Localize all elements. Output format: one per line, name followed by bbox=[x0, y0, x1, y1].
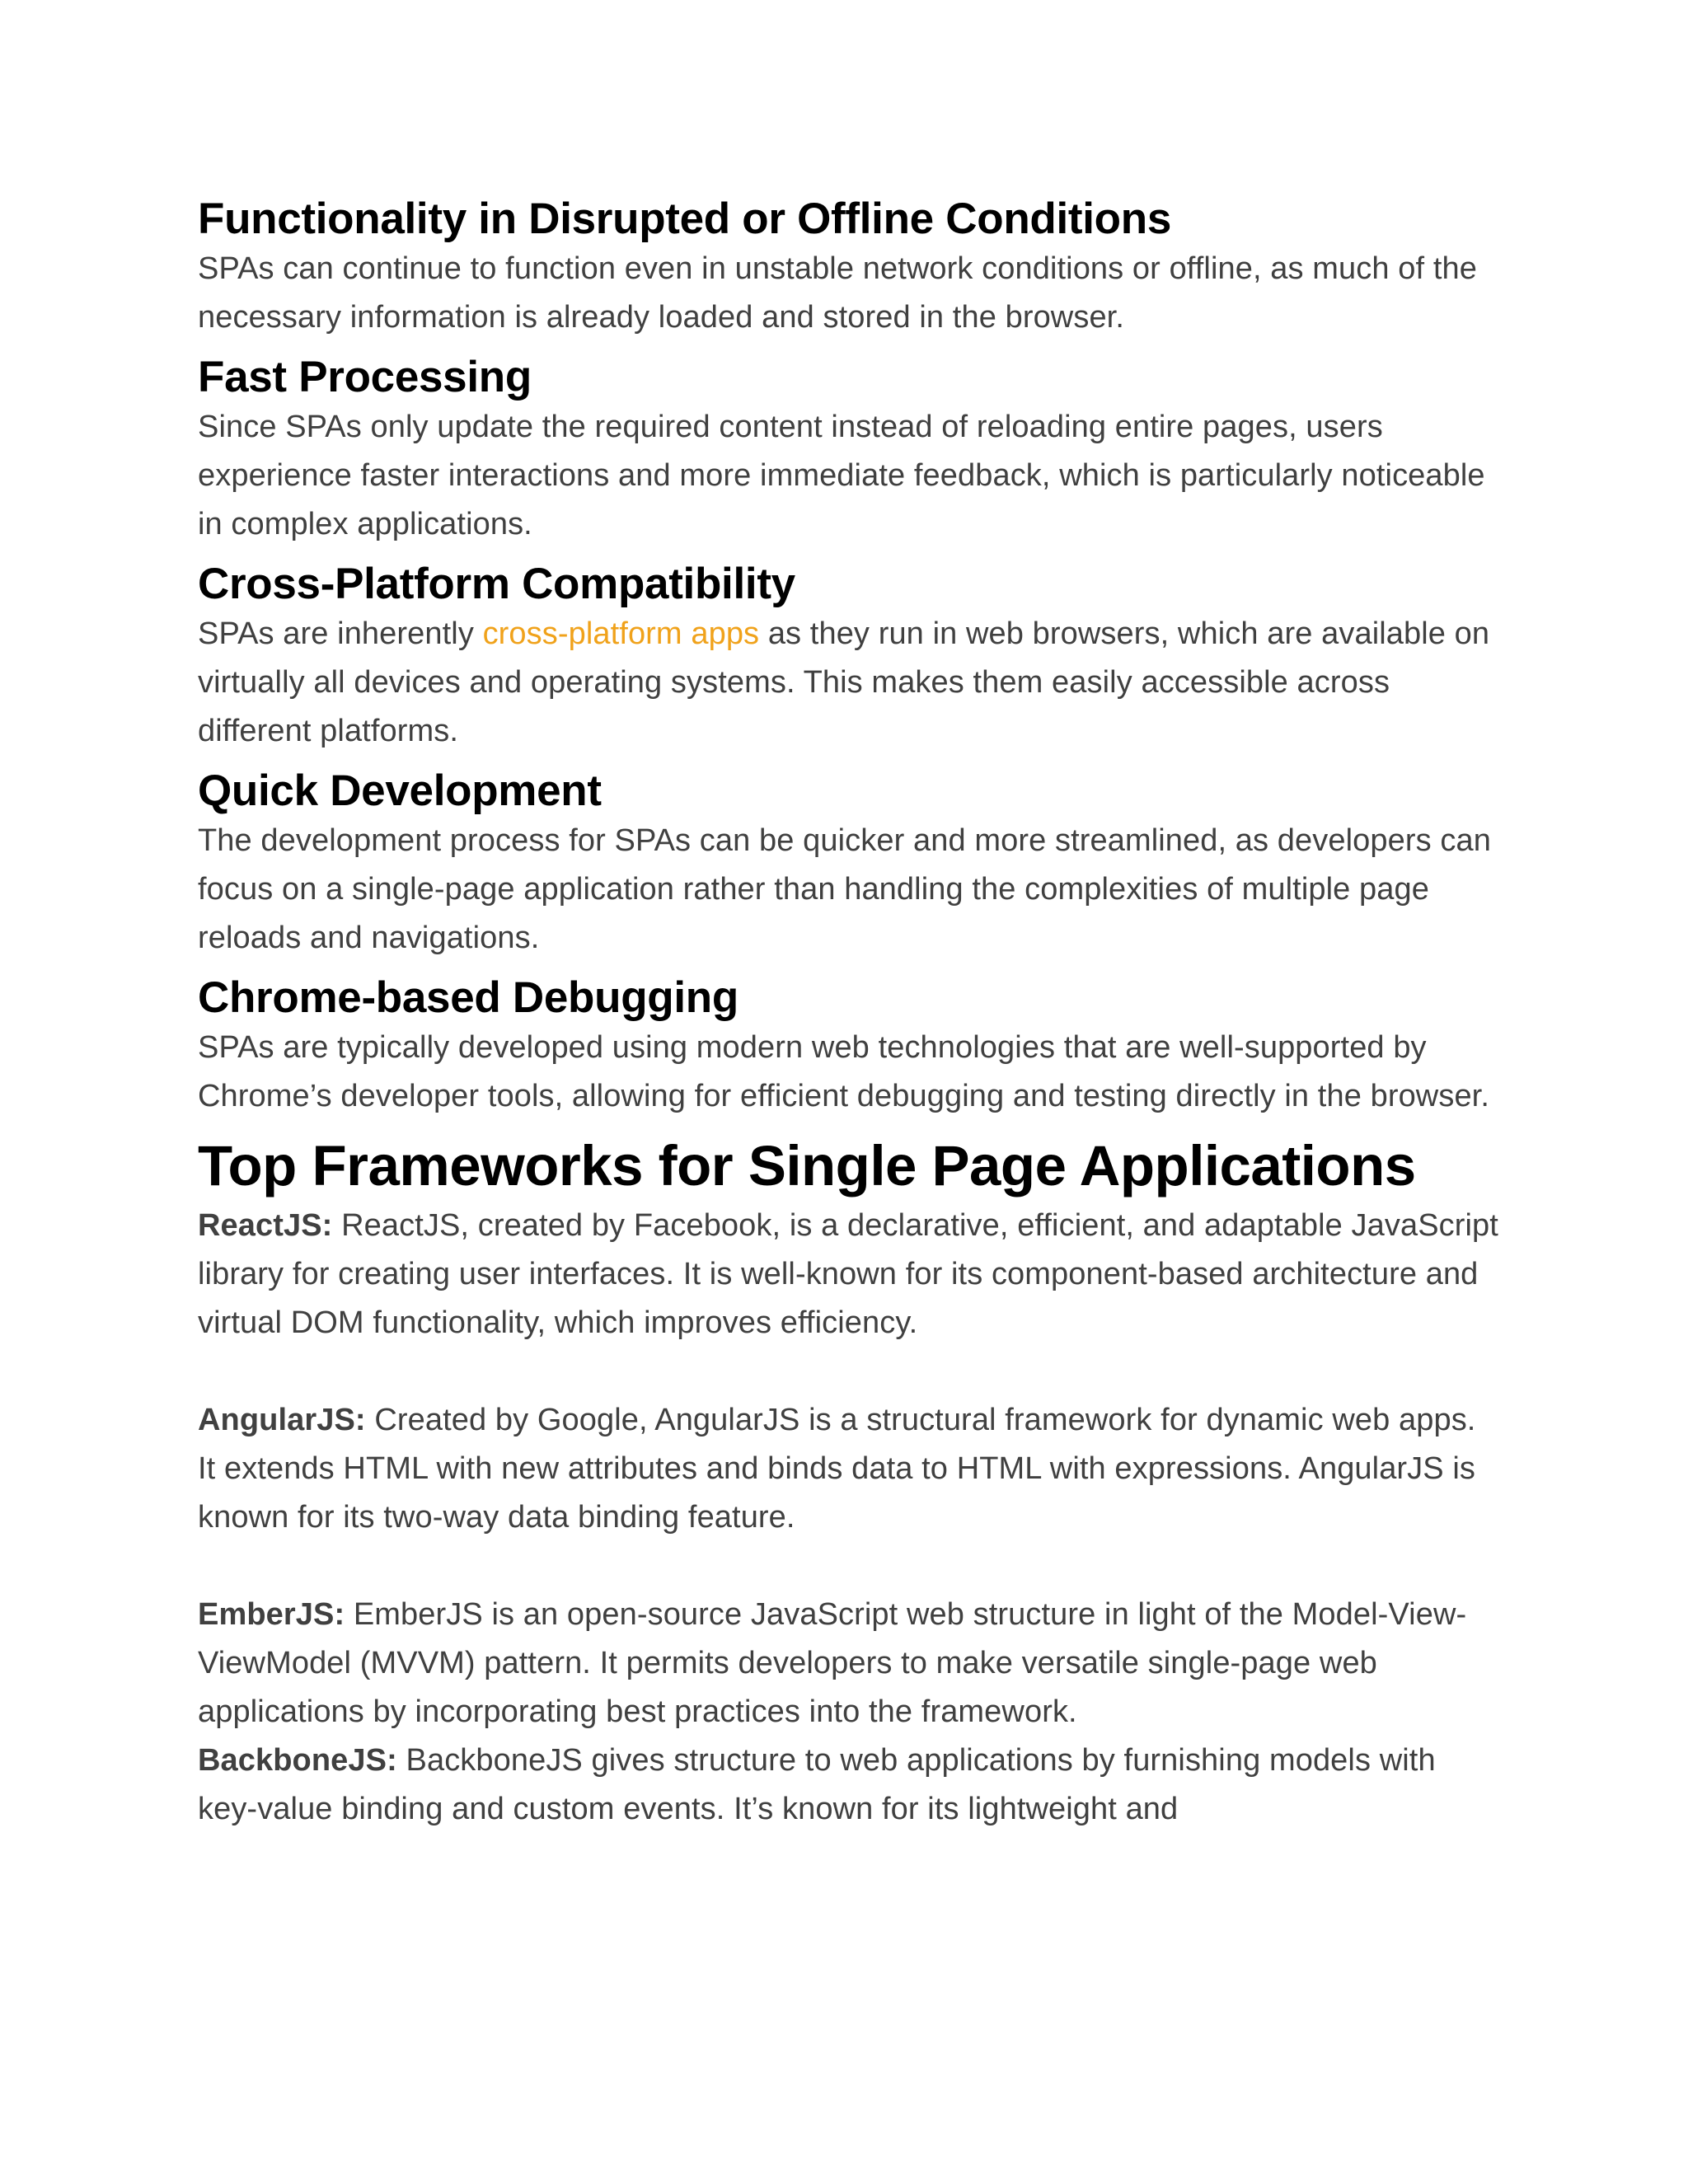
framework-name: BackboneJS: bbox=[198, 1743, 397, 1778]
section-heading-cross-platform: Cross-Platform Compatibility bbox=[198, 560, 795, 608]
paragraph-spacer bbox=[198, 1542, 1500, 1591]
framework-description: Created by Google, AngularJS is a structural framework for dynamic web apps. It extends HTML with new attributes and binds data to HTML with expressions. AngularJS is known for its two-way data binding feature. bbox=[198, 1403, 1476, 1535]
document-page bbox=[198, 194, 1500, 1834]
framework-item-emberjs bbox=[198, 1591, 1500, 1736]
framework-item-reactjs bbox=[198, 1202, 1500, 1347]
framework-description: BackboneJS gives structure to web applications by furnishing models with key-value binding and custom events. It’s known for its lightweight and bbox=[198, 1743, 1436, 1826]
frameworks-heading: Top Frameworks for Single Page Applications bbox=[198, 1134, 1416, 1197]
cross-platform-apps-link[interactable]: cross-platform apps bbox=[482, 616, 760, 651]
paragraph-spacer bbox=[198, 1347, 1500, 1396]
framework-description: ReactJS, created by Facebook, is a declarative, efficient, and adaptable JavaScript library for creating user interfaces. It is well-known for its component-based architecture and virtual DOM functionality, which improves efficiency. bbox=[198, 1208, 1498, 1340]
section-text-cross-platform bbox=[198, 610, 1500, 756]
section-heading-chrome-debugging: Chrome-based Debugging bbox=[198, 973, 738, 1022]
section-heading-offline: Functionality in Disrupted or Offline Conditions bbox=[198, 194, 1171, 243]
section-heading-fast-processing: Fast Processing bbox=[198, 353, 532, 401]
framework-description: EmberJS is an open-source JavaScript web structure in light of the Model-View-ViewModel (MVVM) pattern. It permits developers to make versatile single-page web applications by incorporating best practices into the framework. bbox=[198, 1597, 1467, 1729]
framework-item-angularjs bbox=[198, 1396, 1500, 1542]
section-text-fast-processing: Since SPAs only update the required content instead of reloading entire pages, users experience faster interactions and more immediate feedback, which is particularly noticeable in complex applications. bbox=[198, 410, 1485, 541]
framework-name: AngularJS: bbox=[198, 1403, 366, 1437]
section-text-chrome-debugging: SPAs are typically developed using modern web technologies that are well-supported by Chrome’s developer tools, allowing for efficient debugging and testing directly in the browser. bbox=[198, 1030, 1489, 1113]
framework-name: ReactJS: bbox=[198, 1208, 333, 1243]
section-text-offline: SPAs can continue to function even in unstable network conditions or offline, as much of the necessary information is already loaded and stored in the browser. bbox=[198, 251, 1477, 335]
cross-platform-text-after: as they run in web browsers, which are available on virtually all devices and operating systems. This makes them easily accessible across different platforms. bbox=[198, 616, 1490, 748]
section-text-quick-development: The development process for SPAs can be quicker and more streamlined, as developers can focus on a single-page application rather than handling the complexities of multiple page reloads and navigations. bbox=[198, 823, 1491, 955]
frameworks-list bbox=[198, 1202, 1500, 1834]
section-heading-quick-development: Quick Development bbox=[198, 766, 602, 815]
framework-name: EmberJS: bbox=[198, 1597, 345, 1632]
framework-item-backbonejs bbox=[198, 1736, 1500, 1834]
cross-platform-text-before: SPAs are inherently bbox=[198, 616, 483, 651]
